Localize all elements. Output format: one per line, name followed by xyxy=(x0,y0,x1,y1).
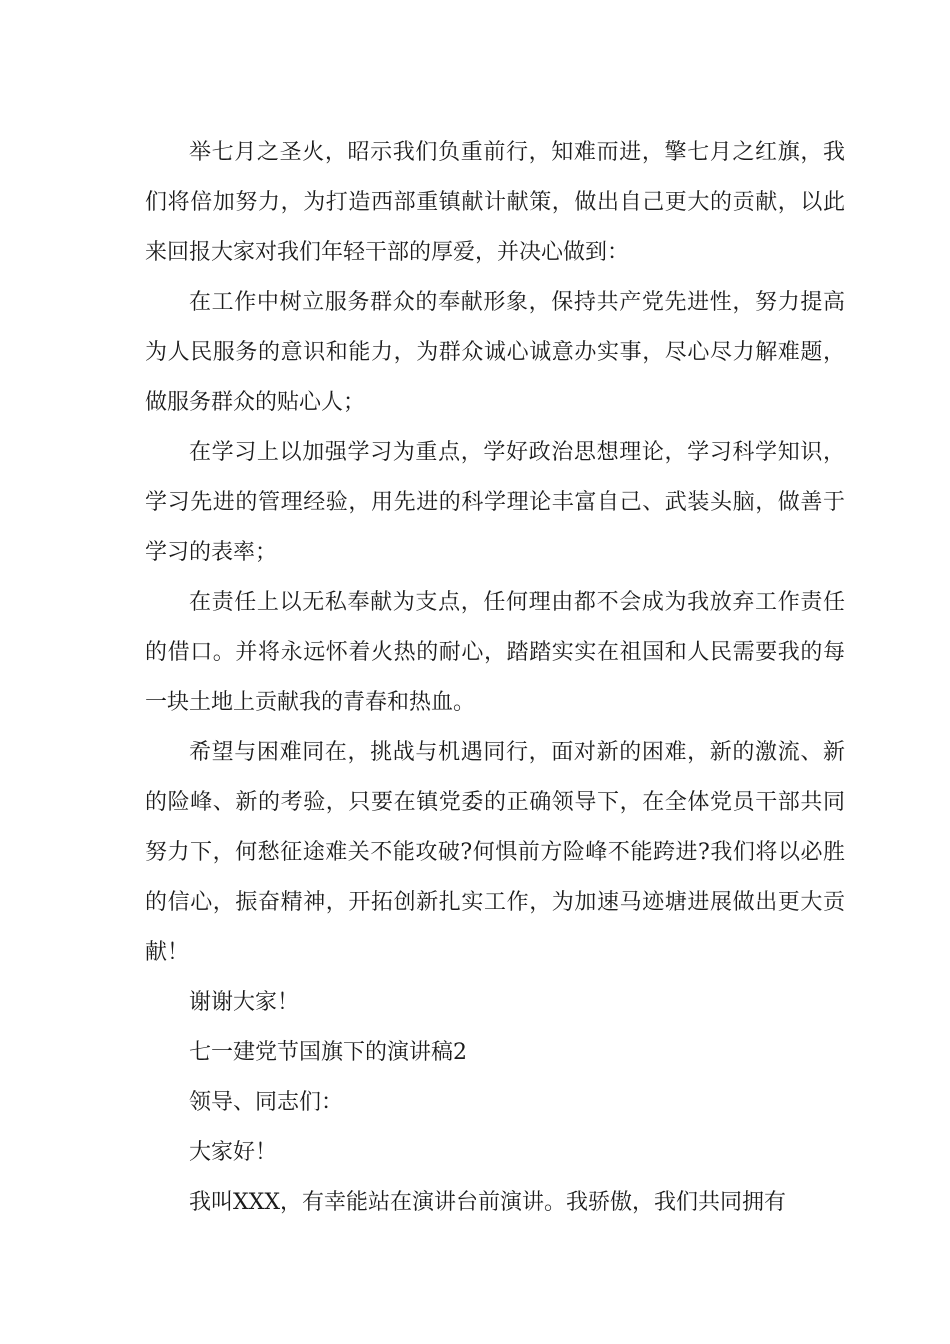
salutation: 领导、同志们： xyxy=(189,1090,344,1115)
paragraph-intro: 我叫XXX，有幸能站在演讲台前演讲。我骄傲，我们共同拥有 xyxy=(189,1190,786,1215)
document-body xyxy=(145,128,845,1228)
greeting: 大家好！ xyxy=(189,1140,278,1165)
paragraph-2: 在工作中树立服务群众的奉献形象，保持共产党先进性，努力提高为人民服务的意识和能力，为群众诚心诚意办实事，尽心尽力解难题，做服务群众的贴心人； xyxy=(145,290,845,415)
paragraph-5: 希望与困难同在，挑战与机遇同行，面对新的困难，新的激流、新的险峰、新的考验，只要在镇党委的正确领导下，在全体党员干部共同努力下，何愁征途难关不能攻破?何惧前方险峰不能跨进?我们将以必胜的信心，振奋精神，开拓创新扎实工作，为加速马迹塘进展做出更大贡献！ xyxy=(145,740,845,965)
paragraph-4: 在责任上以无私奉献为支点，任何理由都不会成为我放弃工作责任的借口。并将永远怀着火热的耐心，踏踏实实在祖国和人民需要我的每一块土地上贡献我的青春和热血。 xyxy=(145,590,845,715)
paragraph-1: 举七月之圣火，昭示我们负重前行，知难而进，擎七月之红旗，我们将倍加努力，为打造西部重镇献计献策，做出自己更大的贡献，以此来回报大家对我们年轻干部的厚爱，并决心做到： xyxy=(145,140,845,265)
paragraph-3: 在学习上以加强学习为重点，学好政治思想理论，学习科学知识，学习先进的管理经验，用先进的科学理论丰富自己、武装头脑，做善于学习的表率； xyxy=(145,440,845,565)
paragraph-thanks: 谢谢大家！ xyxy=(189,990,300,1015)
section-title: 七一建党节国旗下的演讲稿2 xyxy=(189,1040,467,1065)
